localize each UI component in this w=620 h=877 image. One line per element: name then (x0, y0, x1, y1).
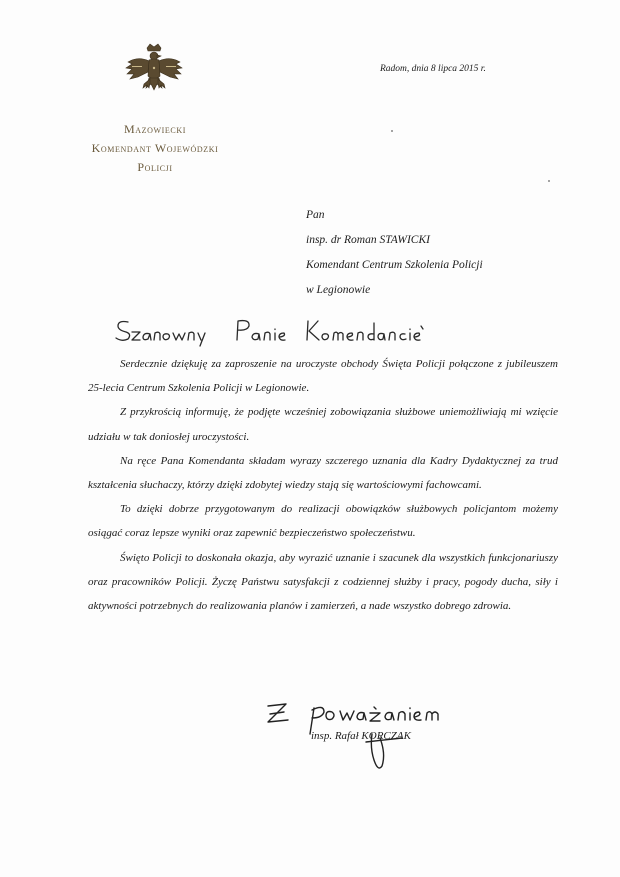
recipient-line: insp. dr Roman STAWICKI (306, 234, 430, 246)
salutation-text (112, 312, 442, 336)
institution-line: Komendant Wojewódzki (91, 141, 219, 155)
body-paragraph: Święto Policji to doskonała okazja, aby wyrazić uznanie i szacunek dla wszystkich funkcjonariuszy oraz pracowników Policji. Życzę Państwu satysfakcji z codziennej służby i pracy, pogody ducha, siły i aktywności potrzebnych do realizowania planów i zamierzeń, a nade wszystko dobrego zdrowia. (88, 551, 558, 613)
recipient-line: w Legionowie (306, 284, 371, 296)
recipient-line: Komendant Centrum Szkolenia Policji (306, 259, 483, 271)
institution-line: Mazowiecki (124, 122, 186, 136)
body-paragraph: Serdecznie dziękuję za zaproszenie na uroczyste obchody Święta Policji połączone z jubileuszem 25-lecia Centrum Szkolenia Policji w Legionowie. (88, 358, 558, 395)
signer-name: insp. Rafał KORCZAK (311, 730, 411, 742)
handwritten-salutation (112, 312, 452, 348)
closing-text (262, 688, 368, 709)
institution-name (50, 120, 260, 177)
polish-eagle-icon (122, 42, 186, 106)
institution-line: Policji (137, 160, 173, 174)
place-date: Radom, dnia 8 lipca 2015 r. (380, 64, 486, 74)
body-paragraph: Z przykrością informuję, że podjęte wcześniej zobowiązania służbowe uniemożliwiają mi wzięcie udziału w tak doniosłej uroczystości. (88, 406, 558, 443)
scan-speck (548, 180, 550, 182)
letter-body (88, 352, 558, 618)
recipient-block (306, 203, 483, 303)
body-paragraph: Na ręce Pana Komendanta składam wyrazy szczerego uznania dla Kadry Dydaktycznej za trud kształcenia słuchaczy, którzy dzięki zdobytej wiedzy stają się wartościowymi fachowcami. (88, 454, 558, 492)
body-paragraph: To dzięki dobrze przygotowanym do realizacji obowiązków służbowych policjantom możemy osiągać coraz lepsze wyniki oraz zapewnić bezpieczeństwo społeczeństwu. (88, 503, 558, 540)
recipient-line: Pan (306, 209, 325, 221)
scan-speck (391, 130, 393, 132)
